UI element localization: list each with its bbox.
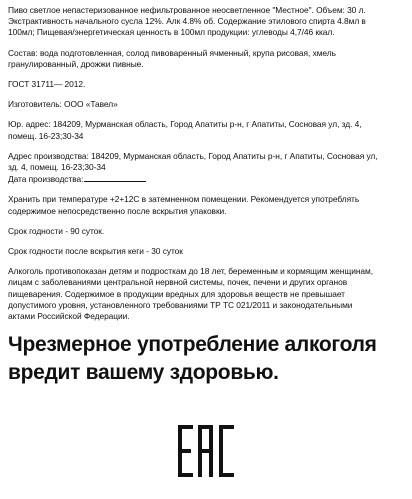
contraindications bbox=[8, 266, 404, 322]
contraindications-line: пищеварения. Содержимое в продукции вредных для здоровья веществ не превышает bbox=[8, 288, 345, 299]
gost-standard: ГОСТ 31711— 2012. bbox=[8, 79, 86, 90]
contraindications-line: лицам с заболеваниями центральной нервной системы, почек, печени и других органов bbox=[8, 277, 348, 288]
production-address bbox=[8, 151, 404, 173]
description-line: Экстрактивность начального сусла 12%. Алк 4.8% об. Содержание этилового спирта 4.8мл в bbox=[8, 16, 366, 27]
contraindications-line: актами Российской Федерации. bbox=[8, 311, 130, 322]
description-line: Пиво светлое непастеризованное нефильтрованное неосветленное "Местное". Объем: 30 л. bbox=[8, 5, 366, 15]
health-warning-line: вредит вашему здоровью. bbox=[8, 361, 279, 385]
production-address-line: Адрес производства: 184209, Мурманская область, Город Апатиты р-н, г Апатиты, Сосновая ул, bbox=[8, 150, 378, 161]
health-warning-line: Чрезмерное употребление алкоголя bbox=[8, 333, 377, 357]
legal-address bbox=[8, 119, 404, 141]
storage-line: Хранить при температуре +2+12С в затемненном помещении. Рекомендуется употреблять bbox=[8, 194, 360, 205]
composition-line: Состав: вода подготовленная, солод пивоваренный ячменный, крупа рисовая, хмель bbox=[8, 47, 336, 58]
composition-line: гранулированный, дрожжи пивные. bbox=[8, 58, 144, 69]
description-line: 100мл; Пищевая/энергетическая ценность в 100мл продукции: углеводы 4,7/46 ккал. bbox=[8, 27, 335, 38]
shelf-life-after-opening: Срок годности после вскрытия кеги - 30 суток bbox=[8, 246, 183, 257]
production-address-line: зд. 4, помещ. 16-23;30-34 bbox=[8, 162, 106, 173]
legal-address-line: помещ. 16-23;30-34 bbox=[8, 130, 84, 141]
contraindications-line: Алкоголь противопоказан детям и подросткам до 18 лет, беременным и кормящим женщинам, bbox=[8, 266, 373, 277]
production-date-label: Дата производства: bbox=[8, 174, 84, 185]
manufacturer: Изготовитель: ООО «Тавел» bbox=[8, 99, 118, 110]
storage-conditions bbox=[8, 194, 404, 216]
product-description bbox=[8, 5, 404, 39]
health-warning bbox=[8, 331, 404, 387]
storage-line: содержимое непосредственно после вскрытия упаковки. bbox=[8, 205, 227, 216]
composition bbox=[8, 48, 404, 70]
shelf-life: Срок годности - 90 суток. bbox=[8, 225, 105, 236]
production-date bbox=[8, 173, 404, 185]
contraindications-line: допустимого уровня, установленного требованиями ТР ТС 021/2011 и законодательными bbox=[8, 299, 353, 310]
eac-certification-logo bbox=[178, 425, 234, 477]
production-date-blank bbox=[84, 173, 146, 182]
legal-address-line: Юр. адрес: 184209, Мурманская область, Город Апатиты р-н, г Апатиты, Сосновая ул, зд. 4, bbox=[8, 119, 362, 130]
